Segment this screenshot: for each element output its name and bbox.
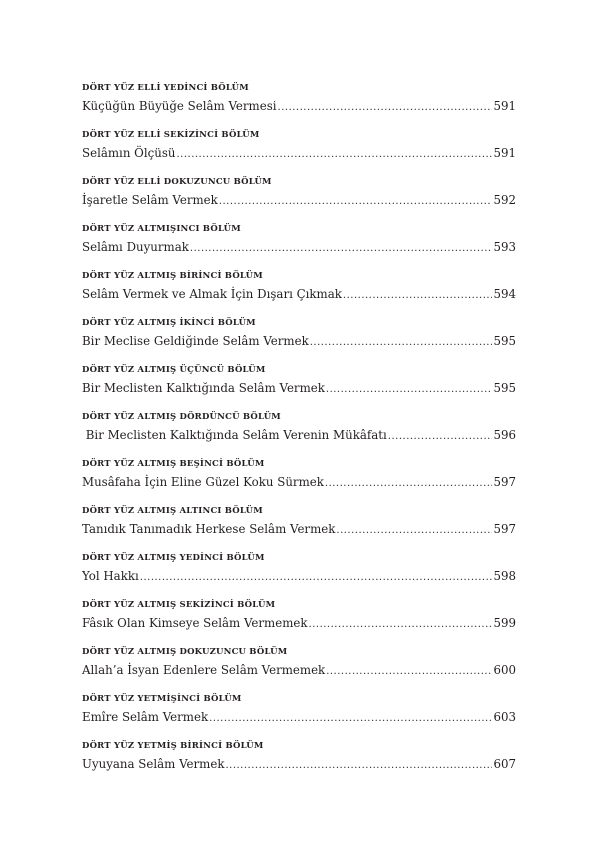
toc-entry: [82, 500, 516, 547]
toc-entry: [82, 218, 516, 265]
toc-entry: [82, 171, 516, 218]
page-number: 593: [493, 240, 516, 254]
page-number: 591: [493, 146, 516, 160]
toc-entry: [82, 124, 516, 171]
toc-line: [82, 192, 516, 210]
section-title: Bir Meclisten Kalktığında Selâm Verenin Mükâfatı: [82, 428, 387, 442]
section-title: Bir Meclise Geldiğinde Selâm Vermek: [82, 334, 309, 348]
toc-entry: [82, 547, 516, 594]
toc-line: [82, 568, 516, 586]
page-number: 595: [493, 334, 516, 348]
toc-line: [82, 427, 516, 445]
chapter-heading: DÖRT YÜZ ALTMIŞ İKİNCİ BÖLÜM: [82, 318, 256, 328]
dot-leader: [388, 427, 493, 445]
toc-line: [82, 615, 516, 633]
dot-leader: [190, 239, 493, 257]
toc-line: [82, 756, 516, 774]
section-title: Tanıdık Tanımadık Herkese Selâm Vermek: [82, 522, 336, 536]
toc-line: [82, 333, 516, 351]
dot-leader: [326, 662, 492, 680]
section-title: Selâm Vermek ve Almak İçin Dışarı Çıkmak: [82, 287, 342, 301]
chapter-heading: DÖRT YÜZ YETMİŞ BİRİNCİ BÖLÜM: [82, 741, 264, 751]
page-number: 600: [493, 663, 516, 677]
page-number: 591: [493, 99, 516, 113]
page-number: 599: [493, 616, 516, 630]
section-title: Fâsık Olan Kimseye Selâm Vermemek: [82, 616, 308, 630]
page-number: 597: [493, 475, 516, 489]
chapter-heading: DÖRT YÜZ YETMİŞİNCİ BÖLÜM: [82, 694, 242, 704]
chapter-heading: DÖRT YÜZ ALTMIŞ ALTINCI BÖLÜM: [82, 506, 263, 516]
toc-entry: [82, 77, 516, 124]
dot-leader: [343, 286, 493, 304]
dot-leader: [225, 756, 492, 774]
section-title: Emîre Selâm Vermek: [82, 710, 209, 724]
dot-leader: [278, 98, 493, 116]
toc-line: [82, 474, 516, 492]
dot-leader: [309, 615, 493, 633]
page-number: 597: [493, 522, 516, 536]
dot-leader: [310, 333, 493, 351]
dot-leader: [140, 568, 493, 586]
page-number: 598: [493, 569, 516, 583]
toc-entry: [82, 594, 516, 641]
toc-entry: [82, 641, 516, 688]
section-title: İşaretle Selâm Vermek: [82, 193, 218, 207]
page-number: 603: [493, 710, 516, 724]
chapter-heading: DÖRT YÜZ ALTMIŞ DÖRDÜNCÜ BÖLÜM: [82, 412, 281, 422]
toc-entry: [82, 688, 516, 735]
toc-entry: [82, 312, 516, 359]
page-number: 607: [493, 757, 516, 771]
chapter-heading: DÖRT YÜZ ALTMIŞ BİRİNCİ BÖLÜM: [82, 271, 263, 281]
toc-line: [82, 709, 516, 727]
dot-leader: [325, 474, 493, 492]
chapter-heading: DÖRT YÜZ ALTMIŞ SEKİZİNCİ BÖLÜM: [82, 600, 276, 610]
page-number: 594: [493, 287, 516, 301]
chapter-heading: DÖRT YÜZ ELLİ DOKUZUNCU BÖLÜM: [82, 177, 272, 187]
section-title: Uyuyana Selâm Vermek: [82, 757, 225, 771]
page-number: 592: [493, 193, 516, 207]
section-title: Musâfaha İçin Eline Güzel Koku Sürmek: [82, 475, 324, 489]
toc-line: [82, 239, 516, 257]
toc-line: [82, 286, 516, 304]
section-title: Bir Meclisten Kalktığında Selâm Vermek: [82, 381, 325, 395]
dot-leader: [209, 709, 492, 727]
dot-leader: [176, 145, 492, 163]
toc-line: [82, 98, 516, 116]
dot-leader: [326, 380, 493, 398]
toc-entry: [82, 735, 516, 782]
chapter-heading: DÖRT YÜZ ALTMIŞ DOKUZUNCU BÖLÜM: [82, 647, 288, 657]
dot-leader: [336, 521, 492, 539]
section-title: Selâmın Ölçüsü: [82, 146, 176, 160]
toc-line: [82, 145, 516, 163]
toc-line: [82, 380, 516, 398]
toc-entry: [82, 406, 516, 453]
page-number: 595: [493, 381, 516, 395]
chapter-heading: DÖRT YÜZ ELLİ SEKİZİNCİ BÖLÜM: [82, 130, 260, 140]
dot-leader: [219, 192, 493, 210]
toc-entry: [82, 265, 516, 312]
section-title: Selâmı Duyurmak: [82, 240, 189, 254]
chapter-heading: DÖRT YÜZ ALTMIŞ BEŞİNCİ BÖLÜM: [82, 459, 265, 469]
chapter-heading: DÖRT YÜZ ALTMIŞ YEDİNCİ BÖLÜM: [82, 553, 265, 563]
table-of-contents: [82, 77, 516, 782]
chapter-heading: DÖRT YÜZ ALTMIŞINCI BÖLÜM: [82, 224, 241, 234]
section-title: Allah’a İsyan Edenlere Selâm Vermemek: [82, 663, 326, 677]
chapter-heading: DÖRT YÜZ ELLİ YEDİNCİ BÖLÜM: [82, 83, 249, 93]
toc-entry: [82, 453, 516, 500]
section-title: Yol Hakkı: [82, 569, 139, 583]
chapter-heading: DÖRT YÜZ ALTMIŞ ÜÇÜNCÜ BÖLÜM: [82, 365, 266, 375]
toc-entry: [82, 359, 516, 406]
section-title: Küçüğün Büyüğe Selâm Vermesi: [82, 99, 277, 113]
toc-line: [82, 521, 516, 539]
page-number: 596: [493, 428, 516, 442]
toc-line: [82, 662, 516, 680]
